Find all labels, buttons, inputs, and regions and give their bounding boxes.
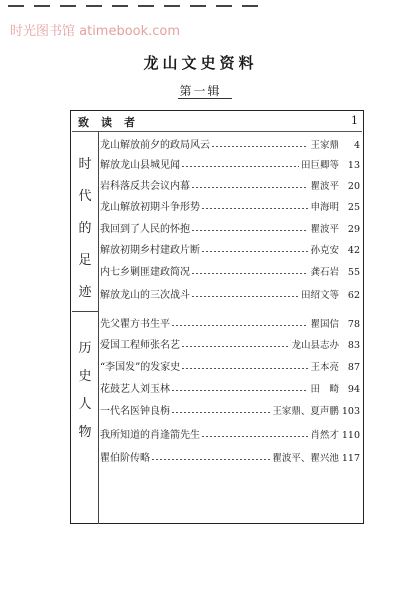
entry-author: 瞿国信 <box>310 319 339 330</box>
leader-dots <box>182 368 308 369</box>
toc-entry <box>100 156 360 176</box>
toc-entry <box>100 315 360 335</box>
entry-title: 解放初期乡村建政片断 <box>100 245 200 256</box>
toc-entry <box>100 402 360 422</box>
entry-title: 先父瞿方书生平 <box>100 319 170 330</box>
entry-page: 42 <box>347 245 360 256</box>
entry-title: 瞿伯阶传略 <box>100 453 150 464</box>
toc-entry <box>100 241 360 261</box>
book-title: 龙山文史资料 <box>143 54 258 72</box>
toc-entry <box>100 380 360 400</box>
entry-page: 4 <box>353 140 360 151</box>
leader-dots <box>182 346 289 347</box>
entry-author: 瞿波平、瞿兴池 <box>272 453 339 464</box>
leader-dots <box>212 146 308 147</box>
entry-title: 爱国工程师张名艺 <box>100 340 180 351</box>
toc-entry <box>100 263 360 283</box>
entry-page: 55 <box>347 267 360 278</box>
entry-page: 20 <box>347 181 360 192</box>
section-label-char: 史 <box>78 369 92 384</box>
leader-dots <box>192 187 308 188</box>
entry-title: 解放龙山的三次战斗 <box>100 290 190 301</box>
entry-author: 王家鼎、夏声鹏 <box>272 406 339 417</box>
volume-underline <box>178 98 232 99</box>
entry-title: 一代名医钟良栴 <box>100 406 170 417</box>
toc-entry <box>100 286 360 306</box>
entry-author: 瞿波平 <box>310 181 339 192</box>
entry-author: 王本亮 <box>310 362 339 373</box>
section-label-char: 人 <box>78 397 92 412</box>
preface-divider <box>72 131 362 132</box>
entry-title: 龙山解放前夕的政局风云 <box>100 140 210 151</box>
preface-page: 1 <box>351 114 358 127</box>
entry-author: 龚石岩 <box>310 267 339 278</box>
section-label-char: 足 <box>78 253 92 268</box>
volume-label: 第一辑 <box>179 84 222 98</box>
leader-dots <box>182 166 299 167</box>
leader-dots <box>172 412 270 413</box>
section-label-char: 迹 <box>78 285 92 300</box>
toc-entry <box>100 177 360 197</box>
entry-title: 龙山解放初期斗争形势 <box>100 202 200 213</box>
entry-title: 岩科落反共会议内幕 <box>100 181 190 192</box>
entry-title: “李国发”的发家史 <box>100 362 181 373</box>
section-column-divider <box>98 131 99 524</box>
preface-label: 致读者 <box>78 116 147 129</box>
entry-author: 王家鼎 <box>310 140 339 151</box>
entry-page: 110 <box>341 430 360 441</box>
entry-page: 87 <box>347 362 360 373</box>
leader-dots <box>202 208 308 209</box>
section-label-char: 物 <box>78 425 92 440</box>
entry-page: 83 <box>347 340 360 351</box>
toc-entry <box>100 358 360 378</box>
entry-page: 117 <box>341 453 360 464</box>
watermark: 时光图书馆 atimebook.com <box>10 24 181 39</box>
section-label-char: 的 <box>78 221 92 236</box>
entry-author: 田 畸 <box>310 384 339 395</box>
leader-dots <box>192 273 308 274</box>
entry-title: 内七乡剿匪建政简况 <box>100 267 190 278</box>
entry-author: 孙克安 <box>310 245 339 256</box>
leader-dots <box>192 230 308 231</box>
leader-dots <box>172 390 308 391</box>
toc-entry <box>100 449 360 469</box>
toc-entry <box>100 136 360 156</box>
entry-title: 解放龙山县城见闻 <box>100 160 180 171</box>
leader-dots <box>202 436 308 437</box>
entry-page: 62 <box>347 290 360 301</box>
entry-page: 25 <box>347 202 360 213</box>
entry-page: 94 <box>347 384 360 395</box>
toc-entry <box>100 336 360 356</box>
leader-dots <box>192 296 299 297</box>
entry-author: 田绍文等 <box>300 290 339 301</box>
entry-title: 我所知道的肖逢箭先生 <box>100 430 200 441</box>
toc-entry <box>100 220 360 240</box>
entry-title: 我回到了人民的怀抱 <box>100 224 190 235</box>
entry-author: 龙山县志办 <box>291 340 339 351</box>
entry-title: 花鼓艺人刘玉林 <box>100 384 170 395</box>
entry-author: 申海明 <box>310 202 339 213</box>
section-divider <box>72 311 98 312</box>
section-label-char: 时 <box>78 157 92 172</box>
entry-author: 田巨卿等 <box>300 160 339 171</box>
entry-author: 瞿波平 <box>310 224 339 235</box>
entry-page: 29 <box>347 224 360 235</box>
section-label-char: 历 <box>78 341 92 356</box>
leader-dots <box>152 459 270 460</box>
toc-entry <box>100 198 360 218</box>
entry-page: 78 <box>347 319 360 330</box>
leader-dots <box>172 325 308 326</box>
top-edge-dashes <box>8 2 258 10</box>
leader-dots <box>202 251 308 252</box>
entry-page: 13 <box>347 160 360 171</box>
toc-entry <box>100 426 360 446</box>
section-label-char: 代 <box>78 189 92 204</box>
entry-author: 肖然才 <box>310 430 339 441</box>
entry-page: 103 <box>341 406 360 417</box>
